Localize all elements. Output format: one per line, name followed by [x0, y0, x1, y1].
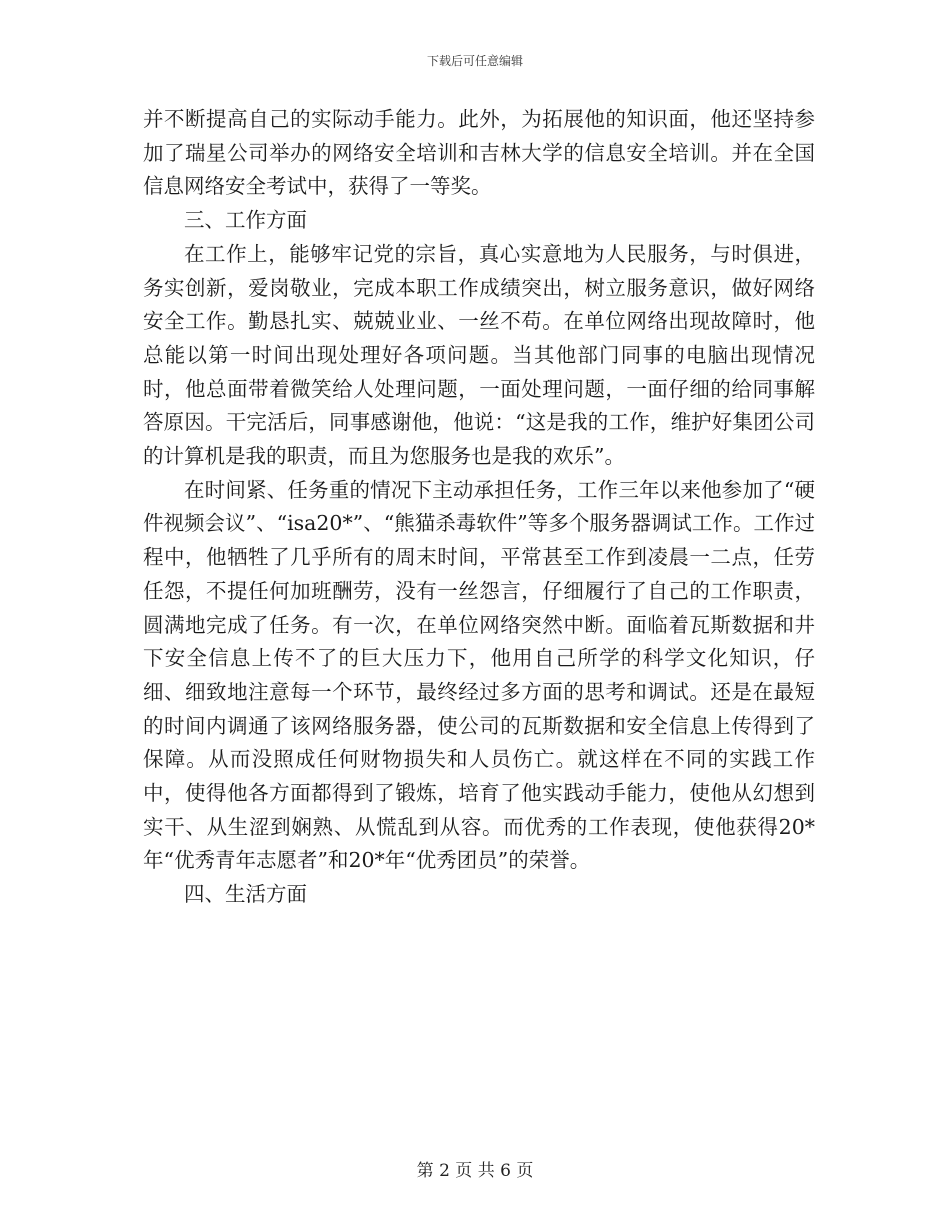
section-heading-life: 四、生活方面 — [184, 882, 307, 907]
section-heading-work: 三、工作方面 — [184, 208, 307, 233]
paragraph-work-attitude: 在工作上，能够牢记党的宗旨，真心实意地为人民服务，与时俱进，务实创新，爱岗敬业，完成本职工作成绩突出，树立服务意识，做好网络安全工作。勤恳扎实、兢兢业业、一丝不苟。在单位网络出现故障时，他总能以第一时间出现处理好各项问题。当其他部门同事的电脑出现情况时，他总面带着微笑给人处理问题，一面处理问题，一面仔细的给同事解答原因。干完活后，同事感谢他，他说：“这是我的工作，维护好集团公司的计算机是我的职责，而且为您服务也是我的欢乐”。 — [143, 241, 815, 469]
paragraph-continuation: 并不断提高自己的实际动手能力。此外，为拓展他的知识面，他还坚持参加了瑞星公司举办的网络安全培训和吉林大学的信息安全培训。并在全国信息网络安全考试中，获得了一等奖。 — [143, 107, 815, 199]
page-header-note: 下载后可任意编辑 — [426, 54, 523, 68]
document-body — [143, 103, 815, 912]
page-number-footer: 第 2 页 共 6 页 — [416, 1161, 534, 1181]
paragraph-work-tasks: 在时间紧、任务重的情况下主动承担任务，工作三年以来他参加了“硬件视频会议”、“isa20*”、“熊猫杀毒软件”等多个服务器调试工作。工作过程中，他牺牲了几乎所有的周末时间，平常甚至工作到凌晨一二点，任劳任怨，不提任何加班酬劳，没有一丝怨言，仔细履行了自己的工作职责，圆满地完成了任务。有一次，在单位网络突然中断。面临着瓦斯数据和井下安全信息上传不了的巨大压力下，他用自己所学的科学文化知识，仔细、细致地注意每一个环节，最终经过多方面的思考和调试。还是在最短的时间内调通了该网络服务器，使公司的瓦斯数据和安全信息上传得到了保障。从而没照成任何财物损失和人员伤亡。就这样在不同的实践工作中，使得他各方面都得到了锻炼，培育了他实践动手能力，使他从幻想到实干、从生涩到娴熟、从慌乱到从容。而优秀的工作表现，使他获得20*年“优秀青年志愿者”和20*年“优秀团员”的荣誉。 — [143, 477, 815, 873]
